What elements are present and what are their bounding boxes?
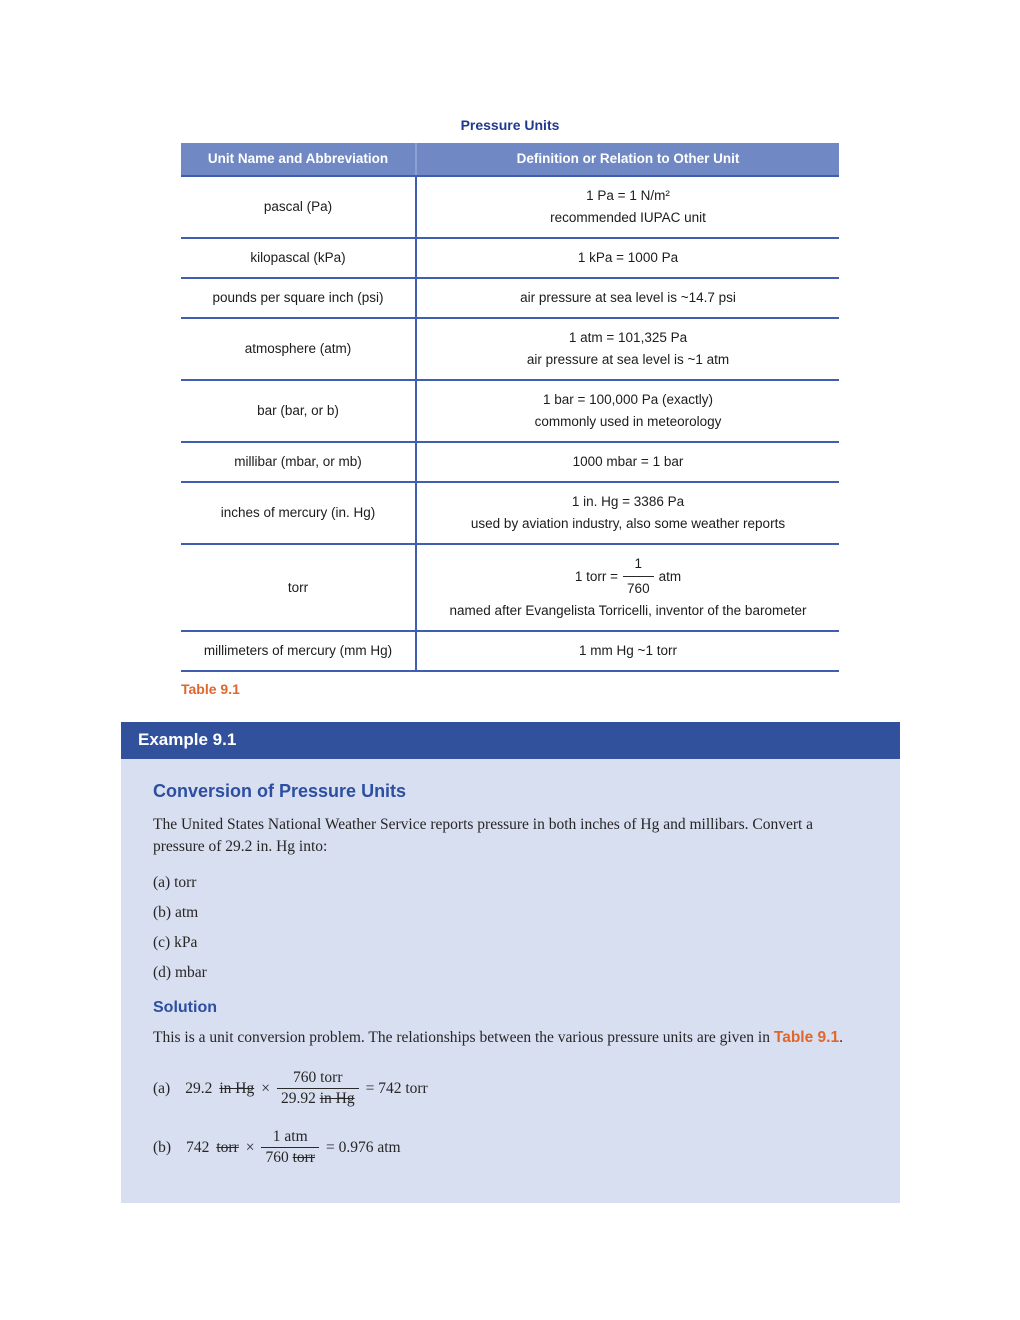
example-header: Example 9.1 <box>121 722 900 759</box>
unit-name-cell: millibar (mbar, or mb) <box>234 454 362 469</box>
definition-line: recommended IUPAC unit <box>550 210 706 225</box>
table-row <box>181 630 839 670</box>
example-intro: The United States National Weather Service reports pressure in both inches of Hg and millibars. Convert a pressure of 29.2 in. Hg into: <box>153 816 814 855</box>
torr-equation <box>575 553 681 600</box>
fraction <box>261 1128 319 1167</box>
table-header-row <box>181 143 839 175</box>
definition-line: 1000 mbar = 1 bar <box>572 454 684 469</box>
definition-cell <box>415 443 839 481</box>
definition-cell <box>415 239 839 277</box>
solution-text-end: . <box>839 1029 843 1046</box>
denominator-value: 29.92 <box>280 1090 316 1107</box>
example-title: Conversion of Pressure Units <box>153 781 407 801</box>
cancelled-unit: torr <box>292 1149 315 1166</box>
table-row <box>181 277 839 317</box>
table-row <box>181 441 839 481</box>
table-9-1-link[interactable]: Table 9.1 <box>773 1029 840 1046</box>
definition-cell <box>415 483 839 543</box>
cancelled-unit: in Hg <box>219 1079 255 1097</box>
equation-result: = 742 torr <box>365 1079 428 1097</box>
definition-cell <box>415 279 839 317</box>
times-sign: × <box>261 1079 270 1097</box>
unit-name-cell: bar (bar, or b) <box>257 403 339 418</box>
equation-result: = 0.976 atm <box>325 1138 401 1156</box>
solution-text: This is a unit conversion problem. The relationships between the various pressure units are given in <box>153 1029 774 1046</box>
definition-line: 1 Pa = 1 N/m² <box>586 188 670 203</box>
times-sign: × <box>245 1138 255 1156</box>
equation-coefficient: 742 <box>186 1138 210 1156</box>
pressure-units-table-block <box>181 117 839 697</box>
definition-line: commonly used in meteorology <box>534 414 722 429</box>
table-row <box>181 379 839 441</box>
unit-name-cell: pascal (Pa) <box>263 199 333 214</box>
fraction-denominator <box>261 1148 319 1167</box>
table-row-torr <box>181 543 839 630</box>
fraction-denominator <box>277 1089 359 1108</box>
equation-b <box>153 1128 860 1167</box>
fraction-numerator: 1 <box>623 553 654 577</box>
fraction <box>277 1069 359 1108</box>
unit-name-cell: atmosphere (atm) <box>244 341 352 356</box>
pressure-units-table <box>181 143 839 672</box>
equation-label: (b) <box>153 1138 172 1156</box>
definition-line: named after Evangelista Torricelli, inventor of the barometer <box>449 603 807 618</box>
table-row <box>181 481 839 543</box>
example-item-list <box>153 872 860 983</box>
equation-a <box>153 1069 860 1108</box>
table-row <box>181 317 839 379</box>
unit-name-cell: kilopascal (kPa) <box>250 250 346 265</box>
definition-cell <box>415 381 839 441</box>
table-title: Pressure Units <box>460 117 560 133</box>
equation-label: (a) <box>153 1079 171 1097</box>
definition-line: 1 mm Hg ~1 torr <box>579 643 677 658</box>
fraction <box>623 553 654 600</box>
list-item: (c) kPa <box>153 934 198 951</box>
definition-cell <box>415 632 839 670</box>
header-definition: Definition or Relation to Other Unit <box>415 143 839 175</box>
table-row <box>181 237 839 277</box>
definition-line: 1 bar = 100,000 Pa (exactly) <box>543 392 713 407</box>
list-item: (d) mbar <box>153 964 207 981</box>
torr-eq-suffix: atm <box>658 568 682 584</box>
denominator-value: 760 <box>265 1149 289 1166</box>
example-body <box>121 759 900 1203</box>
solution-paragraph <box>153 1027 860 1049</box>
table-row <box>181 175 839 237</box>
unit-name-cell: pounds per square inch (psi) <box>212 290 384 305</box>
definition-cell <box>415 177 839 237</box>
definition-cell <box>415 319 839 379</box>
fraction-numerator: 760 torr <box>277 1069 359 1089</box>
table-caption: Table 9.1 <box>181 681 240 697</box>
definition-cell <box>415 545 839 630</box>
definition-line: used by aviation industry, also some weather reports <box>470 516 786 531</box>
definition-line: 1 atm = 101,325 Pa <box>568 330 688 345</box>
header-unit-name: Unit Name and Abbreviation <box>207 151 389 166</box>
cancelled-unit: torr <box>216 1138 239 1156</box>
torr-eq-prefix: 1 torr = <box>574 568 619 584</box>
fraction-numerator: 1 atm <box>261 1128 319 1148</box>
definition-line: air pressure at sea level is ~14.7 psi <box>520 290 736 305</box>
unit-name-cell: millimeters of mercury (mm Hg) <box>203 643 393 658</box>
list-item: (b) atm <box>153 904 199 921</box>
equation-coefficient: 29.2 <box>185 1079 213 1097</box>
unit-name-cell: inches of mercury (in. Hg) <box>220 505 376 520</box>
unit-name-cell: torr <box>287 579 309 595</box>
definition-line: air pressure at sea level is ~1 atm <box>526 352 730 367</box>
example-box <box>121 722 900 1203</box>
definition-line: 1 kPa = 1000 Pa <box>577 250 679 265</box>
fraction-denominator: 760 <box>627 581 650 596</box>
definition-line: 1 in. Hg = 3386 Pa <box>571 494 685 509</box>
cancelled-unit: in Hg <box>319 1090 355 1107</box>
list-item: (a) torr <box>153 874 197 891</box>
solution-heading: Solution <box>153 999 217 1016</box>
